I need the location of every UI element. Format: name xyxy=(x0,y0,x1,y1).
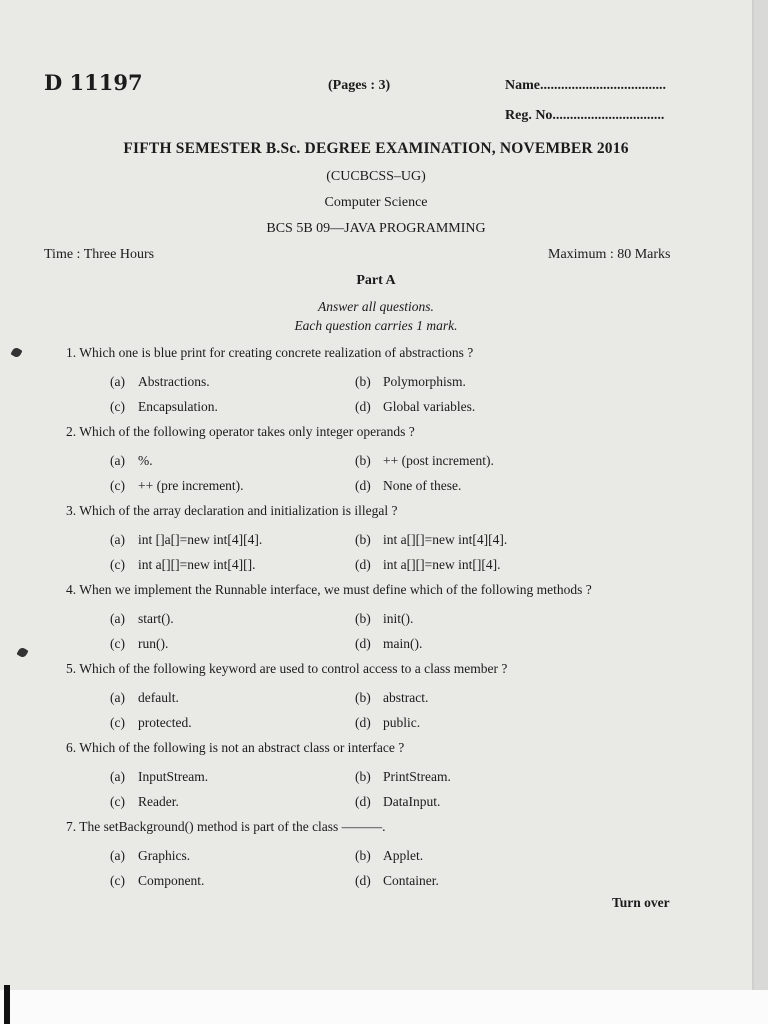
question-1-option xyxy=(355,399,475,415)
option-letter: (d) xyxy=(355,873,371,888)
question-1: 1. Which one is blue print for creating concrete realization of abstractions ? xyxy=(66,345,474,360)
exam-duration: Time : Three Hours xyxy=(44,247,155,262)
option-text: int a[][]=new int[][4]. xyxy=(383,557,501,572)
question-2-option xyxy=(110,453,153,469)
ink-mark xyxy=(10,346,22,358)
option-text: Component. xyxy=(138,873,205,888)
option-text: Abstractions. xyxy=(138,374,210,389)
question-5-option xyxy=(110,690,179,706)
scan-edge xyxy=(4,985,10,1024)
reg-no-field: Reg. No................................ xyxy=(505,108,665,123)
option-text: int []a[]=new int[4][4]. xyxy=(138,532,263,547)
option-letter: (b) xyxy=(355,374,371,389)
question-3-option xyxy=(110,557,255,573)
question-4-option xyxy=(110,636,168,652)
option-text: %. xyxy=(138,453,153,468)
question-3: 3. Which of the array declaration and initialization is illegal ? xyxy=(66,503,398,518)
option-text: Reader. xyxy=(138,794,179,809)
option-letter: (d) xyxy=(355,399,371,414)
question-7-option xyxy=(110,873,204,889)
question-4: 4. When we implement the Runnable interface, we must define which of the following methods ? xyxy=(66,582,592,597)
option-letter: (a) xyxy=(110,848,125,863)
option-text: Polymorphism. xyxy=(383,374,466,389)
question-7-option xyxy=(110,848,190,864)
exam-scheme: (CUCBCSS–UG) xyxy=(326,169,426,184)
option-letter: (d) xyxy=(355,715,371,730)
page-count: (Pages : 3) xyxy=(328,78,391,93)
question-4-option xyxy=(110,611,174,627)
question-5-option xyxy=(355,715,420,731)
question-6-option xyxy=(355,769,451,785)
part-title: Part A xyxy=(356,273,396,288)
option-letter: (b) xyxy=(355,690,371,705)
instruction-answer-all: Answer all questions. xyxy=(318,299,434,314)
max-marks: Maximum : 80 Marks xyxy=(548,247,671,262)
option-letter: (a) xyxy=(110,769,125,784)
option-text: ++ (pre increment). xyxy=(138,478,244,493)
option-letter: (b) xyxy=(355,532,371,547)
option-text: None of these. xyxy=(383,478,462,493)
question-7-option xyxy=(355,873,439,889)
option-letter: (c) xyxy=(110,636,125,651)
question-5: 5. Which of the following keyword are used to control access to a class member ? xyxy=(66,661,508,676)
option-letter: (a) xyxy=(110,374,125,389)
option-text: PrintStream. xyxy=(383,769,451,784)
option-letter: (d) xyxy=(355,794,371,809)
option-letter: (a) xyxy=(110,453,125,468)
option-letter: (b) xyxy=(355,611,371,626)
turn-over-label: Turn over xyxy=(612,895,670,910)
option-letter: (c) xyxy=(110,478,125,493)
option-text: main(). xyxy=(383,636,423,651)
question-2: 2. Which of the following operator takes only integer operands ? xyxy=(66,424,415,439)
option-text: Graphics. xyxy=(138,848,191,863)
option-text: init(). xyxy=(383,611,414,626)
option-letter: (d) xyxy=(355,636,371,651)
question-3-option xyxy=(355,557,500,573)
course-title: BCS 5B 09—JAVA PROGRAMMING xyxy=(266,221,486,236)
ink-mark xyxy=(16,646,28,658)
instruction-marks: Each question carries 1 mark. xyxy=(294,318,458,333)
question-6: 6. Which of the following is not an abstract class or interface ? xyxy=(66,740,405,755)
option-letter: (b) xyxy=(355,769,371,784)
question-2-option xyxy=(355,478,461,494)
scan-margin xyxy=(0,990,768,1024)
option-letter: (c) xyxy=(110,399,125,414)
option-text: DataInput. xyxy=(383,794,441,809)
paper-code: D 11197 xyxy=(44,70,143,95)
option-letter: (c) xyxy=(110,794,125,809)
exam-subject: Computer Science xyxy=(324,195,428,210)
question-4-option xyxy=(355,611,413,627)
option-letter: (a) xyxy=(110,690,125,705)
question-1-option xyxy=(110,399,218,415)
option-letter: (d) xyxy=(355,478,371,493)
option-text: int a[][]=new int[4][4]. xyxy=(383,532,508,547)
option-letter: (b) xyxy=(355,453,371,468)
question-7-option xyxy=(355,848,423,864)
option-letter: (c) xyxy=(110,715,125,730)
question-2-option xyxy=(355,453,494,469)
question-6-option xyxy=(110,769,208,785)
option-text: int a[][]=new int[4][]. xyxy=(138,557,256,572)
option-letter: (d) xyxy=(355,557,371,572)
question-4-option xyxy=(355,636,422,652)
question-3-option xyxy=(110,532,262,548)
option-letter: (c) xyxy=(110,873,125,888)
exam-title: FIFTH SEMESTER B.Sc. DEGREE EXAMINATION, NOVEMBER 2016 xyxy=(123,140,629,157)
question-5-option xyxy=(110,715,192,731)
option-text: InputStream. xyxy=(138,769,209,784)
option-text: abstract. xyxy=(383,690,429,705)
option-letter: (b) xyxy=(355,848,371,863)
option-text: Global variables. xyxy=(383,399,476,414)
option-text: Applet. xyxy=(383,848,424,863)
option-text: ++ (post increment). xyxy=(383,453,494,468)
option-text: run(). xyxy=(138,636,169,651)
question-2-option xyxy=(110,478,244,494)
option-text: public. xyxy=(383,715,421,730)
question-6-option xyxy=(355,794,440,810)
question-1-option xyxy=(110,374,210,390)
option-letter: (c) xyxy=(110,557,125,572)
option-letter: (a) xyxy=(110,532,125,547)
option-text: Encapsulation. xyxy=(138,399,218,414)
option-text: protected. xyxy=(138,715,192,730)
question-6-option xyxy=(110,794,179,810)
option-letter: (a) xyxy=(110,611,125,626)
question-1-option xyxy=(355,374,466,390)
question-7: 7. The setBackground() method is part of the class ———. xyxy=(66,819,386,834)
name-field: Name.................................... xyxy=(505,78,666,93)
question-5-option xyxy=(355,690,428,706)
option-text: Container. xyxy=(383,873,439,888)
option-text: default. xyxy=(138,690,179,705)
question-3-option xyxy=(355,532,507,548)
option-text: start(). xyxy=(138,611,174,626)
